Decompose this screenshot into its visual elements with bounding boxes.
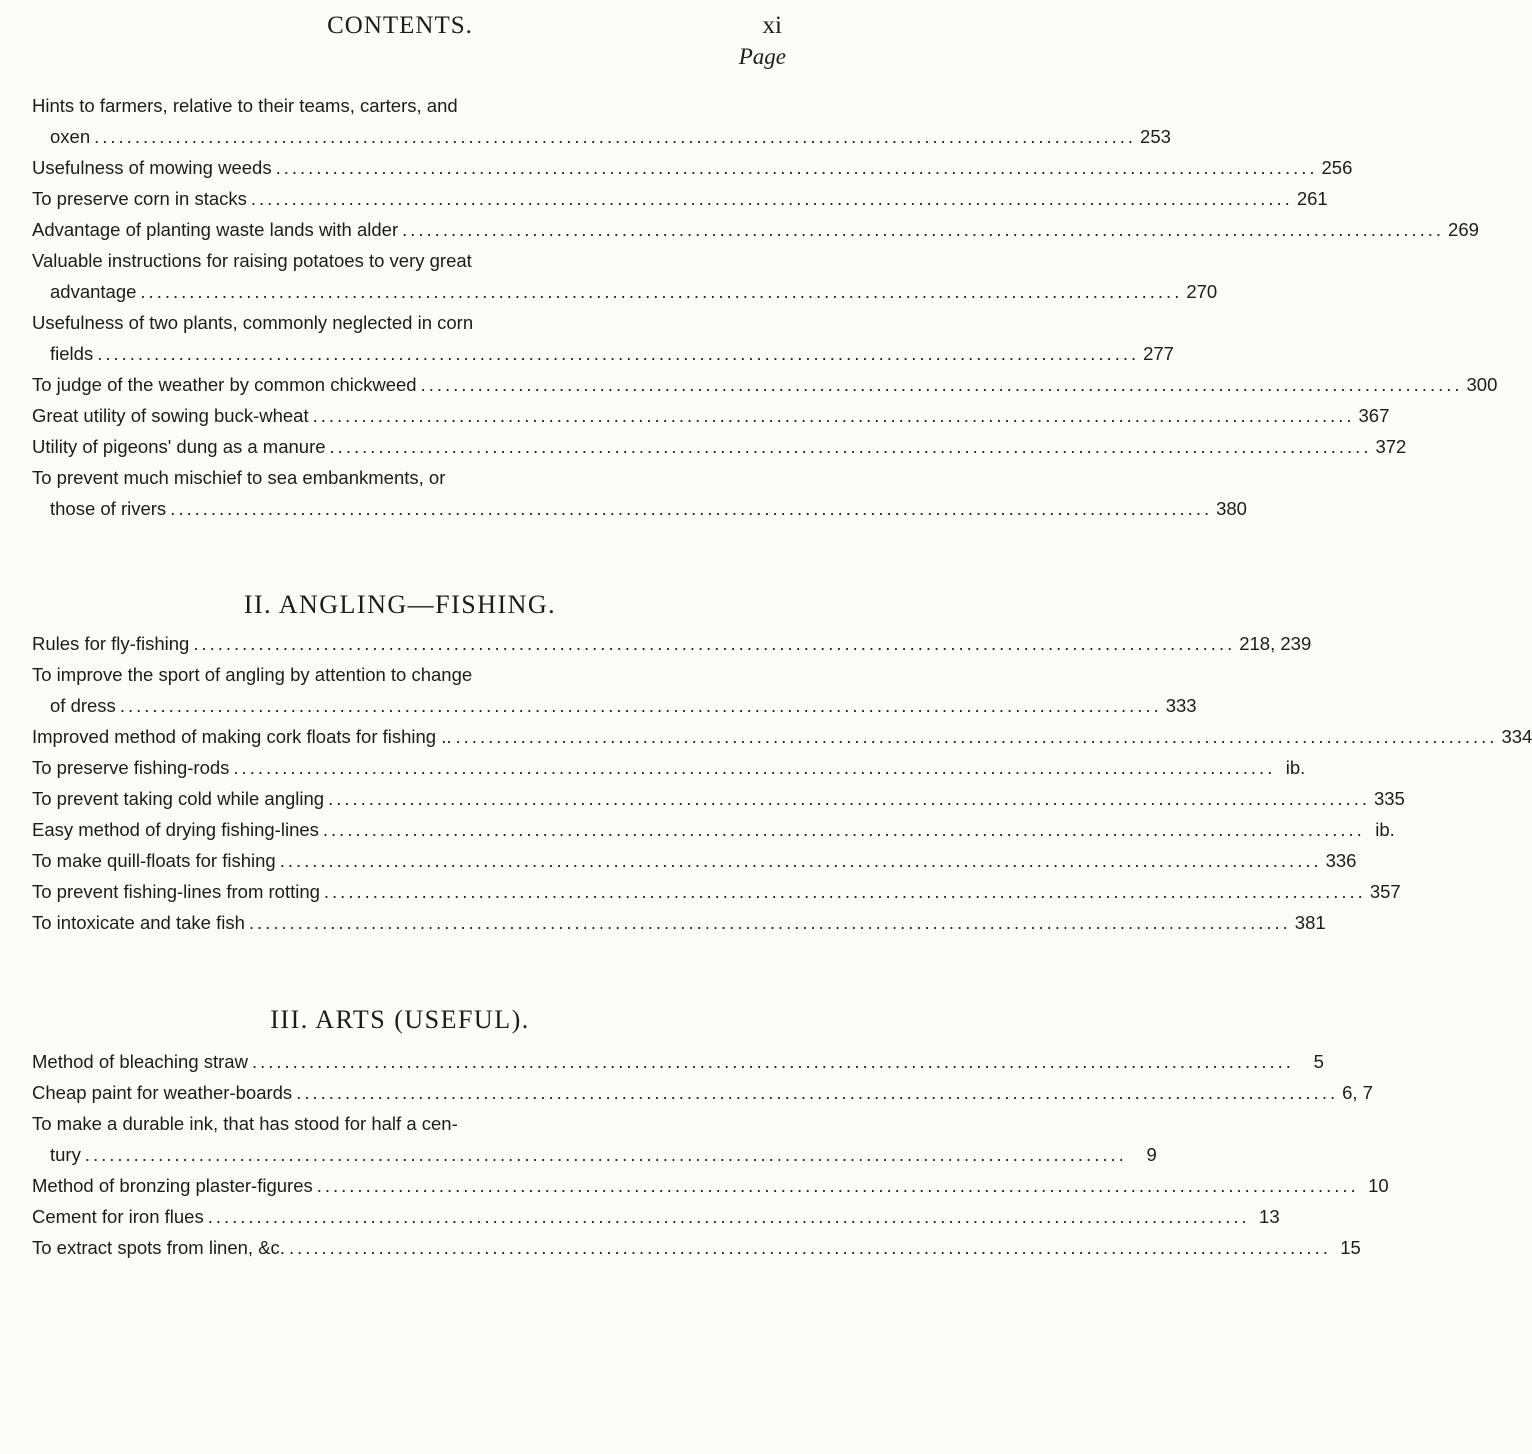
toc-entry-title: fields — [50, 343, 94, 364]
toc-entry-line — [32, 783, 1405, 814]
section-heading-arts: III. ARTS (USEFUL). — [270, 1005, 530, 1034]
toc-entry-title: To improve the sport of angling by attention to change — [32, 664, 473, 685]
toc-entry — [32, 907, 1326, 938]
toc-entry-title: To make quill-floats for fishing — [32, 850, 276, 871]
toc-entry — [32, 90, 1171, 152]
dot-leader: ................................................................................................................................ — [94, 126, 1137, 147]
toc-entry-page: 333 — [1165, 695, 1197, 716]
toc-entry-title: Usefulness of two plants, commonly neglected in corn — [32, 312, 474, 333]
toc-entry-line — [32, 90, 774, 121]
dot-leader: ................................................................................................................................ — [119, 695, 1162, 716]
toc-entry — [32, 1077, 1373, 1108]
toc-entry — [32, 721, 1532, 752]
toc-entry-title: oxen — [50, 126, 91, 147]
page-column-label: Page — [738, 44, 786, 69]
toc-entry — [32, 659, 1197, 721]
dot-leader: ................................................................................................................................ — [328, 788, 1370, 809]
toc-entry-line — [32, 659, 774, 690]
section-2-entries — [32, 628, 1532, 938]
toc-entry-title: advantage — [50, 281, 137, 302]
section-3-entries — [32, 1046, 1389, 1263]
toc-entry — [32, 814, 1395, 845]
dot-leader: ................................................................................................................................ — [84, 1144, 1127, 1165]
toc-entry — [32, 783, 1405, 814]
toc-entry-line — [32, 276, 1218, 307]
toc-entry-line — [32, 752, 1306, 783]
toc-entry-line — [32, 814, 1395, 845]
toc-entry — [32, 431, 1407, 462]
dot-leader: ................................................................................................................................ — [275, 157, 1318, 178]
dot-leader: ................................................................................................................................ — [207, 1206, 1250, 1227]
toc-entry-title: To prevent much mischief to sea embankments, or — [32, 467, 446, 488]
toc-entry-page: 10 — [1368, 1175, 1389, 1196]
toc-entry-page: 277 — [1143, 343, 1174, 364]
toc-entry-page: 367 — [1358, 405, 1390, 426]
toc-entry-page: 13 — [1259, 1206, 1280, 1227]
toc-entry-line — [32, 845, 1357, 876]
toc-entry — [32, 183, 1328, 214]
toc-entry-title: Improved method of making cork floats for fishing .. — [32, 726, 452, 747]
toc-entry-title: tury — [50, 1144, 81, 1165]
toc-entry-title: of dress — [50, 695, 116, 716]
toc-entry-title: Great utility of sowing buck-wheat — [32, 405, 309, 426]
dot-leader: ................................................................................................................................ — [323, 881, 1366, 902]
dot-leader: ................................................................................................................................ — [322, 819, 1365, 840]
section-heading-angling: II. ANGLING—FISHING. — [243, 590, 557, 619]
toc-entry-line — [32, 245, 774, 276]
toc-entry-page: 6, 7 — [1342, 1082, 1373, 1103]
page-header — [0, 10, 800, 44]
toc-entry — [32, 876, 1401, 907]
dot-leader: ................................................................................................................................ — [251, 1051, 1294, 1072]
toc-entry-page: 335 — [1373, 788, 1405, 809]
toc-entry-line — [32, 307, 774, 338]
toc-entry-page: ib. — [1375, 819, 1395, 840]
toc-entry-line — [32, 690, 1197, 721]
toc-entry-title: To extract spots from linen, &c. — [32, 1237, 285, 1258]
toc-entry-line — [32, 1232, 1361, 1263]
dot-leader: ................................................................................................................................ — [140, 281, 1183, 302]
toc-entry-line — [32, 152, 1353, 183]
toc-entry-title: Cheap paint for weather-boards — [32, 1082, 293, 1103]
toc-entry-page: 336 — [1325, 850, 1357, 871]
dot-leader: ................................................................................................................................ — [170, 498, 1213, 519]
dot-leader: ................................................................................................................................ — [402, 219, 1445, 240]
toc-entry-line — [32, 214, 1479, 245]
toc-entry — [32, 369, 1498, 400]
toc-entry-title: Advantage of planting waste lands with alder — [32, 219, 399, 240]
toc-entry-title: To intoxicate and take fish — [32, 912, 245, 933]
toc-entry — [32, 1170, 1389, 1201]
toc-entry-title: To preserve fishing-rods — [32, 757, 230, 778]
dot-leader: ................................................................................................................................ — [193, 633, 1236, 654]
toc-entry-line — [32, 400, 1390, 431]
dot-leader: ................................................................................................................................ — [329, 436, 1372, 457]
dot-leader: ................................................................................................................................ — [97, 343, 1140, 364]
toc-entry-page: 300 — [1466, 374, 1498, 395]
toc-entry-page: 334 — [1501, 726, 1532, 747]
toc-entry-line — [32, 183, 1328, 214]
dot-leader: ................................................................................................................................ — [420, 374, 1463, 395]
toc-entry — [32, 628, 1312, 659]
dot-leader: ................................................................................................................................ — [455, 726, 1498, 747]
toc-entry-title: To prevent taking cold while angling — [32, 788, 325, 809]
toc-entry-title: Valuable instructions for raising potatoes to very great — [32, 250, 472, 271]
toc-entry — [32, 214, 1479, 245]
toc-entry — [32, 1232, 1361, 1263]
dot-leader: ................................................................................................................................ — [248, 912, 1291, 933]
dot-leader: ................................................................................................................................ — [288, 1237, 1331, 1258]
toc-entry-title: To make a durable ink, that has stood for half a cen- — [32, 1113, 458, 1134]
toc-entry — [32, 1108, 1157, 1170]
toc-entry-title: Cement for iron flues — [32, 1206, 204, 1227]
toc-entry-title: Hints to farmers, relative to their teams, carters, and — [32, 95, 458, 116]
page-number: xi — [762, 12, 782, 39]
toc-entry-page: 5 — [1313, 1051, 1324, 1072]
toc-entry-title: those of rivers — [50, 498, 167, 519]
toc-entry-page: 381 — [1294, 912, 1326, 933]
toc-entry — [32, 752, 1306, 783]
toc-entry-title: Method of bleaching straw — [32, 1051, 248, 1072]
toc-entry-line — [32, 493, 1247, 524]
toc-entry-line — [32, 1201, 1280, 1232]
toc-entry-page: 256 — [1321, 157, 1353, 178]
toc-entry-page: 357 — [1369, 881, 1401, 902]
toc-entry-line — [32, 431, 1407, 462]
toc-entry-line — [32, 369, 1498, 400]
dot-leader: ................................................................................................................................ — [279, 850, 1322, 871]
toc-entry-title: To judge of the weather by common chickweed — [32, 374, 417, 395]
toc-entry-page: 218, 239 — [1239, 633, 1312, 654]
toc-entry — [32, 245, 1218, 307]
toc-entry-line — [32, 1139, 1157, 1170]
toc-entry-page: ib. — [1285, 757, 1306, 778]
dot-leader: ................................................................................................................................ — [250, 188, 1293, 209]
toc-entry-page: 261 — [1296, 188, 1328, 209]
toc-entry-page: 372 — [1375, 436, 1407, 457]
toc-entry-line — [32, 121, 1171, 152]
page-title: CONTENTS. — [327, 12, 473, 39]
toc-entry-line — [32, 876, 1401, 907]
toc-entry-line — [32, 907, 1326, 938]
toc-entry-page: 269 — [1448, 219, 1479, 240]
dot-leader: ................................................................................................................................ — [312, 405, 1355, 426]
toc-entry-title: To preserve corn in stacks — [32, 188, 247, 209]
toc-entry-title: Method of bronzing plaster-figures — [32, 1175, 313, 1196]
toc-entry-page: 9 — [1146, 1144, 1157, 1165]
toc-entry — [32, 462, 1247, 524]
section-1-entries — [32, 90, 1498, 524]
dot-leader: ................................................................................................................................ — [316, 1175, 1359, 1196]
toc-entry-title: Rules for fly-fishing — [32, 633, 190, 654]
toc-entry-title: Easy method of drying fishing-lines — [32, 819, 319, 840]
toc-entry-line — [32, 462, 774, 493]
toc-entry-page: 380 — [1216, 498, 1247, 519]
toc-entry-title: Usefulness of mowing weeds — [32, 157, 272, 178]
toc-entry — [32, 307, 1174, 369]
toc-entry-page: 253 — [1140, 126, 1171, 147]
toc-entry-line — [32, 1077, 1373, 1108]
toc-entry-line — [32, 628, 1312, 659]
toc-entry — [32, 1201, 1280, 1232]
dot-leader: ................................................................................................................................ — [296, 1082, 1339, 1103]
toc-entry — [32, 1046, 1324, 1077]
toc-entry-title: Utility of pigeons' dung as a manure — [32, 436, 326, 457]
toc-entry-line — [32, 721, 1532, 752]
dot-leader: ................................................................................................................................ — [233, 757, 1276, 778]
toc-entry — [32, 400, 1390, 431]
toc-entry-page: 15 — [1340, 1237, 1361, 1258]
toc-entry-line — [32, 1108, 774, 1139]
toc-entry — [32, 152, 1353, 183]
toc-entry-line — [32, 1046, 1324, 1077]
toc-entry — [32, 845, 1357, 876]
toc-entry-page: 270 — [1186, 281, 1218, 302]
toc-entry-line — [32, 1170, 1389, 1201]
toc-entry-title: To prevent fishing-lines from rotting — [32, 881, 320, 902]
toc-entry-line — [32, 338, 1174, 369]
